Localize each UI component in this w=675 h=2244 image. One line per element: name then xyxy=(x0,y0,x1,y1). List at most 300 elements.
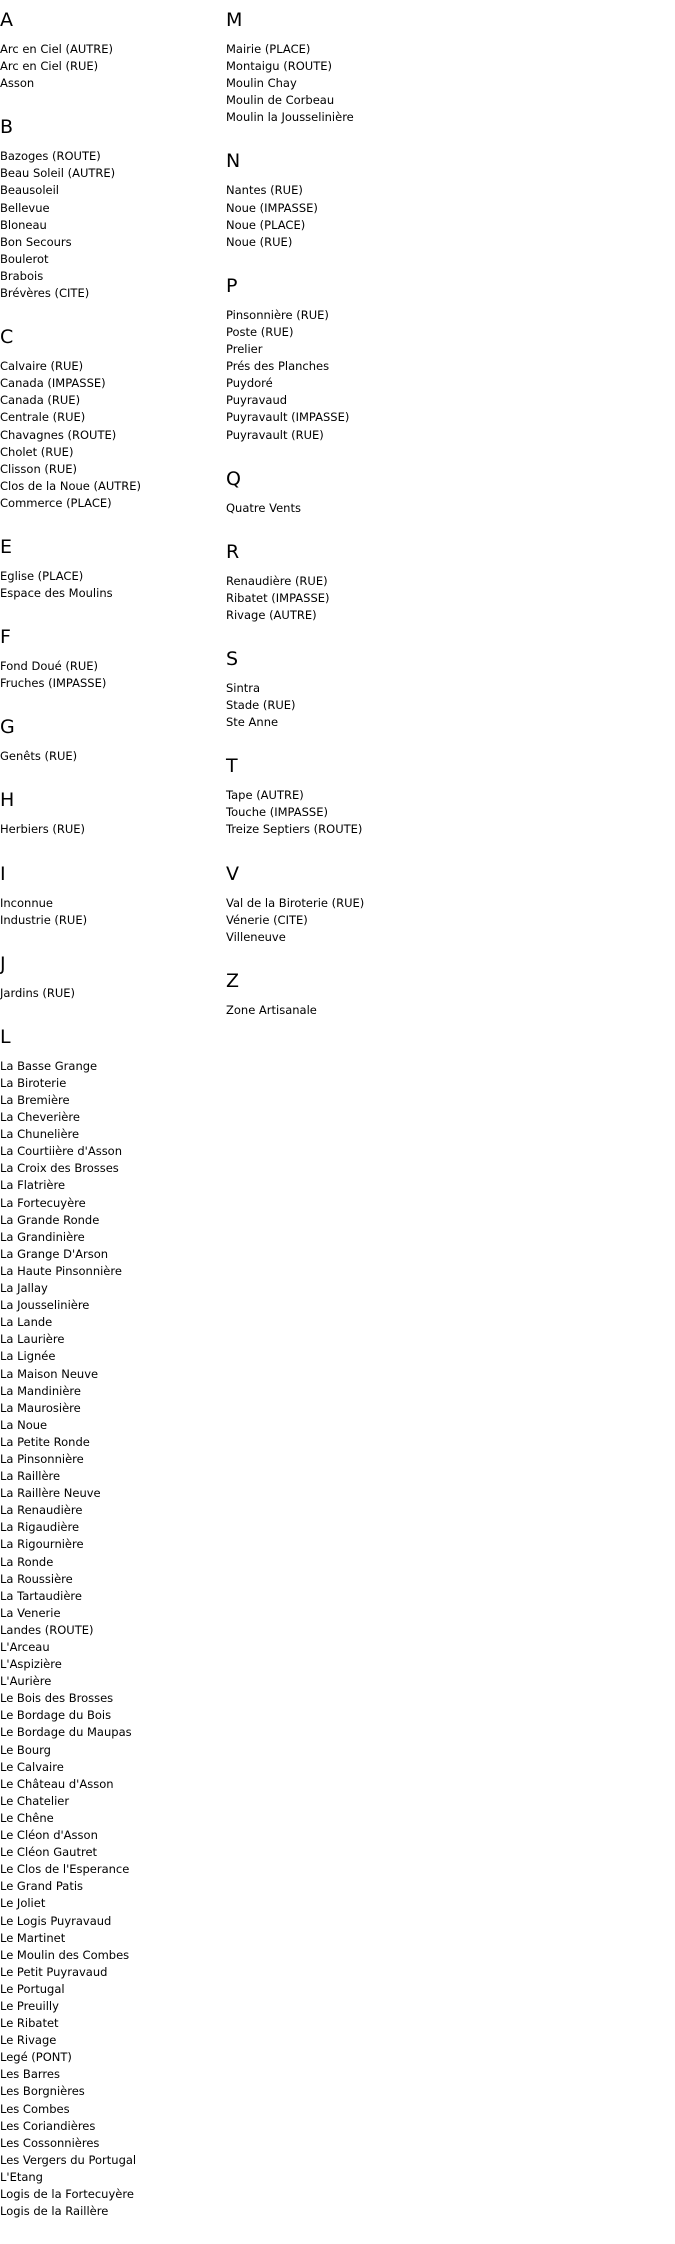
street-list-item xyxy=(0,148,220,165)
street-link[interactable]: Le Portugal xyxy=(0,1981,65,1996)
street-list-item xyxy=(0,358,220,375)
street-list-item xyxy=(0,1605,220,1622)
street-list-item xyxy=(0,1622,220,1639)
street-list-item xyxy=(0,427,220,444)
street-list-item xyxy=(0,1913,220,1930)
street-link[interactable]: Le Chêne xyxy=(0,1810,54,1825)
street-link[interactable]: Renaudière (RUE) xyxy=(226,573,328,588)
street-link[interactable]: Espace des Moulins xyxy=(0,586,113,601)
street-link[interactable]: Boulerot xyxy=(0,251,49,266)
street-list-item xyxy=(0,268,220,285)
street-link[interactable]: Arc en Ciel (RUE) xyxy=(0,59,99,74)
street-link[interactable]: Le Cléon Gautret xyxy=(0,1845,98,1860)
street-list-item xyxy=(0,1793,220,1810)
street-link[interactable]: Les Cossonnières xyxy=(0,2135,100,2150)
street-list-item xyxy=(0,58,220,75)
letter-heading: V xyxy=(226,862,239,885)
letter-heading: S xyxy=(226,647,239,670)
street-link[interactable]: Logis de la Fortecuyère xyxy=(0,2187,134,2201)
street-list-item xyxy=(0,2015,220,2032)
street-list-item xyxy=(0,2186,220,2203)
letter-section-v xyxy=(226,863,666,946)
street-link[interactable]: La Maurosière xyxy=(0,1400,81,1415)
street-link[interactable]: Logis de la Raillère xyxy=(0,2204,109,2219)
letter-heading: E xyxy=(0,535,13,558)
street-link[interactable]: Le Rivage xyxy=(0,2033,57,2048)
street-link[interactable]: Clisson (RUE) xyxy=(0,461,78,476)
street-link[interactable]: Treize Septiers (ROUTE) xyxy=(226,822,363,837)
street-link[interactable]: Canada (RUE) xyxy=(0,393,81,408)
street-list-item xyxy=(0,1229,220,1246)
street-list-item xyxy=(0,1331,220,1348)
street-link[interactable]: Le Clos de l'Esperance xyxy=(0,1862,130,1877)
street-list-item xyxy=(0,409,220,426)
street-link[interactable]: Canada (IMPASSE) xyxy=(0,376,106,391)
street-link[interactable]: Beau Soleil (AUTRE) xyxy=(0,166,116,181)
street-link[interactable]: Le Bordage du Bois xyxy=(0,1708,112,1723)
street-list-item xyxy=(226,895,666,912)
street-link[interactable]: Noue (PLACE) xyxy=(226,217,306,232)
street-list-item xyxy=(0,251,220,268)
street-list-item xyxy=(0,1844,220,1861)
street-list-item xyxy=(0,1878,220,1895)
street-link[interactable]: Puyravault (IMPASSE) xyxy=(226,410,350,425)
street-list-item xyxy=(226,787,666,804)
street-link[interactable]: Arc en Ciel (AUTRE) xyxy=(0,42,114,56)
letter-heading: B xyxy=(0,116,14,139)
street-link[interactable]: Cholet (RUE) xyxy=(0,444,74,459)
street-link[interactable]: Mairie (PLACE) xyxy=(226,42,311,56)
street-list-item xyxy=(0,1383,220,1400)
street-list-item xyxy=(0,1092,220,1109)
street-list-item xyxy=(0,444,220,461)
letter-heading: A xyxy=(0,9,13,31)
street-list-item xyxy=(0,568,220,585)
street-list-item xyxy=(0,495,220,512)
street-list xyxy=(226,307,666,444)
street-list-item xyxy=(0,1109,220,1126)
street-list xyxy=(226,573,666,624)
street-link[interactable]: Sintra xyxy=(226,680,261,695)
street-link[interactable]: Noue (RUE) xyxy=(226,234,293,249)
letter-section-t xyxy=(226,755,666,838)
street-link[interactable]: La Raillère xyxy=(0,1469,61,1484)
street-link[interactable]: Ribatet (IMPASSE) xyxy=(226,590,330,605)
street-link[interactable]: Tape (AUTRE) xyxy=(226,788,304,803)
street-link[interactable]: L'Aurière xyxy=(0,1674,52,1689)
street-index-right-column xyxy=(226,9,666,1043)
street-link[interactable]: Val de la Biroterie (RUE) xyxy=(226,895,365,910)
street-list xyxy=(0,821,220,838)
street-link[interactable]: Le Calvaire xyxy=(0,1759,64,1774)
street-list-item xyxy=(0,2083,220,2100)
street-link[interactable]: Moulin la Jousselinière xyxy=(226,110,354,125)
street-link[interactable]: Villeneuve xyxy=(226,929,286,944)
street-link[interactable]: La Noue xyxy=(0,1417,48,1432)
street-link[interactable]: Touche (IMPASSE) xyxy=(226,805,328,820)
street-link[interactable]: Bazoges (ROUTE) xyxy=(0,149,101,164)
street-link[interactable]: La Ronde xyxy=(0,1554,54,1569)
street-list-item xyxy=(0,234,220,251)
letter-section-m xyxy=(226,9,666,126)
street-link[interactable]: La Biroterie xyxy=(0,1075,67,1090)
street-list xyxy=(226,182,666,250)
street-link[interactable]: Inconnue xyxy=(0,895,53,910)
street-link[interactable]: La Venerie xyxy=(0,1605,61,1620)
street-link[interactable]: Landes (ROUTE) xyxy=(0,1622,94,1637)
letter-section-n xyxy=(226,150,666,250)
street-list-item xyxy=(226,409,666,426)
street-list-item xyxy=(0,217,220,234)
street-link[interactable]: Fond Doué (RUE) xyxy=(0,659,99,674)
street-list-item xyxy=(226,714,666,731)
street-list-item xyxy=(226,75,666,92)
street-link[interactable]: La Chunelière xyxy=(0,1127,80,1142)
street-list-item xyxy=(0,1810,220,1827)
letter-heading: H xyxy=(0,789,15,812)
street-link[interactable]: Centrale (RUE) xyxy=(0,410,86,425)
letter-heading: I xyxy=(0,862,6,885)
street-link[interactable]: La Jallay xyxy=(0,1281,48,1296)
letter-heading: L xyxy=(0,1025,11,1048)
street-list xyxy=(0,748,220,765)
street-list-item xyxy=(0,1776,220,1793)
street-list-item xyxy=(226,41,666,58)
street-list-item xyxy=(226,92,666,109)
street-link[interactable]: La Grandinière xyxy=(0,1229,85,1244)
street-link[interactable]: La Courtiière d'Asson xyxy=(0,1144,123,1159)
street-link[interactable]: Zone Artisanale xyxy=(226,1002,317,1017)
street-list xyxy=(0,148,220,302)
street-link[interactable]: Puyravaud xyxy=(226,393,288,408)
street-list-item xyxy=(0,1571,220,1588)
street-list-item xyxy=(0,165,220,182)
street-list-item xyxy=(0,1058,220,1075)
street-list-item xyxy=(0,1263,220,1280)
street-link[interactable]: Brabois xyxy=(0,268,44,283)
street-list-item xyxy=(226,427,666,444)
street-link[interactable]: Le Logis Puyravaud xyxy=(0,1913,112,1928)
street-list-item xyxy=(0,1502,220,1519)
street-link[interactable]: La Laurière xyxy=(0,1332,65,1347)
street-link[interactable]: La Fortecuyère xyxy=(0,1195,86,1210)
street-link[interactable]: Le Bordage du Maupas xyxy=(0,1725,132,1740)
street-list xyxy=(226,787,666,838)
street-link[interactable]: Le Petit Puyravaud xyxy=(0,1964,108,1979)
street-link[interactable]: Noue (IMPASSE) xyxy=(226,200,318,215)
street-list-item xyxy=(0,2101,220,2118)
street-link[interactable]: Asson xyxy=(0,76,35,91)
street-list-item xyxy=(0,1434,220,1451)
letter-section-h xyxy=(0,789,220,838)
letter-section-l xyxy=(0,1026,220,2220)
street-list-item xyxy=(0,1160,220,1177)
street-link[interactable]: Eglise (PLACE) xyxy=(0,568,84,583)
street-link[interactable]: Poste (RUE) xyxy=(226,324,294,339)
street-link[interactable]: La Rigaudière xyxy=(0,1520,80,1535)
street-list-item xyxy=(0,1212,220,1229)
street-list-item xyxy=(0,895,220,912)
street-link[interactable]: Fruches (IMPASSE) xyxy=(0,676,107,691)
street-link[interactable]: Genêts (RUE) xyxy=(0,749,78,764)
street-list-item xyxy=(0,1348,220,1365)
letter-heading: G xyxy=(0,716,15,739)
street-list-item xyxy=(0,2066,220,2083)
street-list-item xyxy=(0,1998,220,2015)
street-link[interactable]: Bloneau xyxy=(0,217,47,232)
street-link[interactable]: La Bremière xyxy=(0,1093,70,1107)
street-link[interactable]: Le Ribatet xyxy=(0,2016,59,2031)
street-list-item xyxy=(0,1742,220,1759)
street-list-item xyxy=(226,1002,666,1019)
street-list-item xyxy=(0,2118,220,2135)
street-list-item xyxy=(226,375,666,392)
street-link[interactable]: La Jousselinière xyxy=(0,1298,90,1313)
street-list xyxy=(226,500,666,517)
street-list-item xyxy=(0,1690,220,1707)
street-list-item xyxy=(0,2135,220,2152)
street-list-item xyxy=(0,75,220,92)
letter-section-e xyxy=(0,536,220,602)
street-link[interactable]: Calvaire (RUE) xyxy=(0,359,84,374)
street-link[interactable]: La Lignée xyxy=(0,1349,56,1364)
letter-section-s xyxy=(226,648,666,731)
street-link[interactable]: Bon Secours xyxy=(0,234,72,249)
street-list xyxy=(0,358,220,512)
street-link[interactable]: La Croix des Brosses xyxy=(0,1161,119,1176)
street-link[interactable]: Legé (PONT) xyxy=(0,2050,72,2065)
street-link[interactable]: La Tartaudière xyxy=(0,1588,82,1603)
letter-section-g xyxy=(0,716,220,765)
street-link[interactable]: Quatre Vents xyxy=(226,500,301,515)
street-list-item xyxy=(0,1485,220,1502)
street-list-item xyxy=(0,478,220,495)
street-list-item xyxy=(0,1366,220,1383)
street-link[interactable]: La Cheverière xyxy=(0,1110,80,1125)
street-list-item xyxy=(0,392,220,409)
street-list-item xyxy=(0,1280,220,1297)
street-link[interactable]: Herbiers (RUE) xyxy=(0,822,86,837)
street-list-item xyxy=(226,697,666,714)
street-list-item xyxy=(0,1895,220,1912)
street-link[interactable]: Les Vergers du Portugal xyxy=(0,2152,137,2167)
street-list-item xyxy=(226,607,666,624)
street-list-item xyxy=(0,1468,220,1485)
street-list-item xyxy=(226,182,666,199)
letter-section-j xyxy=(0,953,220,1002)
street-link[interactable]: Bellevue xyxy=(0,200,50,215)
street-link[interactable]: La Grande Ronde xyxy=(0,1212,100,1227)
street-link[interactable]: Clos de la Noue (AUTRE) xyxy=(0,478,142,493)
street-link[interactable]: Pinsonnière (RUE) xyxy=(226,307,329,322)
street-list-item xyxy=(0,2032,220,2049)
street-link[interactable]: Industrie (RUE) xyxy=(0,912,88,927)
street-link[interactable]: La Raillère Neuve xyxy=(0,1486,101,1501)
street-list-item xyxy=(226,109,666,126)
street-list-item xyxy=(0,1930,220,1947)
letter-heading: R xyxy=(226,540,240,563)
street-link[interactable]: Le Chatelier xyxy=(0,1793,70,1808)
street-list-item xyxy=(0,1981,220,1998)
letter-heading: J xyxy=(0,952,6,975)
street-link[interactable]: La Lande xyxy=(0,1315,53,1330)
street-link[interactable]: Beausoleil xyxy=(0,183,59,198)
street-list-item xyxy=(0,200,220,217)
street-link[interactable]: Puyravault (RUE) xyxy=(226,427,324,442)
street-list-item xyxy=(226,573,666,590)
street-link[interactable]: Vénerie (CITE) xyxy=(226,912,308,927)
street-link[interactable]: La Mandinière xyxy=(0,1383,81,1398)
letter-section-r xyxy=(226,541,666,624)
street-index-left-column xyxy=(0,9,220,2244)
street-link[interactable]: Le Grand Patis xyxy=(0,1879,84,1894)
street-link[interactable]: Montaigu (ROUTE) xyxy=(226,59,332,74)
street-link[interactable]: Jardins (RUE) xyxy=(0,985,76,1000)
street-link[interactable]: L'Arceau xyxy=(0,1640,50,1654)
street-link[interactable]: Le Bourg xyxy=(0,1742,51,1757)
street-link[interactable]: La Basse Grange xyxy=(0,1058,98,1073)
street-link[interactable]: Le Moulin des Combes xyxy=(0,1947,130,1962)
street-list-item xyxy=(0,985,220,1002)
street-list-item xyxy=(0,1861,220,1878)
street-list-item xyxy=(226,341,666,358)
letter-heading: Z xyxy=(226,969,240,992)
street-list-item xyxy=(226,680,666,697)
street-link[interactable]: Puydoré xyxy=(226,376,273,391)
street-link[interactable]: Ste Anne xyxy=(226,715,279,730)
street-list-item xyxy=(0,1075,220,1092)
street-link[interactable]: Les Combes xyxy=(0,2101,70,2116)
street-link[interactable]: La Grange D'Arson xyxy=(0,1246,109,1261)
letter-heading: C xyxy=(0,326,14,349)
street-link[interactable]: Le Château d'Asson xyxy=(0,1776,114,1791)
street-link[interactable]: La Roussière xyxy=(0,1571,73,1586)
street-list-item xyxy=(0,1143,220,1160)
street-link[interactable]: La Pinsonnière xyxy=(0,1451,84,1466)
street-list-item xyxy=(0,1656,220,1673)
street-list-item xyxy=(0,1759,220,1776)
letter-section-f xyxy=(0,626,220,692)
street-list xyxy=(0,658,220,692)
street-list-item xyxy=(226,234,666,251)
street-list-item xyxy=(0,1417,220,1434)
street-list-item xyxy=(0,1400,220,1417)
letter-section-b xyxy=(0,116,220,302)
street-link[interactable]: Les Borgnières xyxy=(0,2084,85,2099)
street-list-item xyxy=(0,658,220,675)
street-link[interactable]: Le Cléon d'Asson xyxy=(0,1828,98,1843)
street-link[interactable]: Le Preuilly xyxy=(0,1998,59,2013)
street-list-item xyxy=(0,2169,220,2186)
street-link[interactable]: Le Joliet xyxy=(0,1896,46,1911)
letter-section-z xyxy=(226,970,666,1019)
letter-heading: F xyxy=(0,626,11,649)
street-list-item xyxy=(0,1827,220,1844)
letter-section-p xyxy=(226,275,666,444)
street-list xyxy=(226,1002,666,1019)
street-list-item xyxy=(0,1519,220,1536)
street-list-item xyxy=(226,307,666,324)
street-list-item xyxy=(0,1964,220,1981)
street-link[interactable]: Rivage (AUTRE) xyxy=(226,607,317,622)
street-link[interactable]: Stade (RUE) xyxy=(226,698,296,713)
street-link[interactable]: La Maison Neuve xyxy=(0,1366,99,1381)
street-list xyxy=(0,895,220,929)
street-link[interactable]: Brévères (CITE) xyxy=(0,286,90,301)
street-list-item xyxy=(226,324,666,341)
street-list-item xyxy=(0,1554,220,1571)
street-list-item xyxy=(0,821,220,838)
street-list xyxy=(226,41,666,126)
street-list-item xyxy=(226,929,666,946)
street-list-item xyxy=(0,1297,220,1314)
street-link[interactable]: L'Aspizière xyxy=(0,1657,62,1672)
street-list xyxy=(226,895,666,946)
street-link[interactable]: La Renaudière xyxy=(0,1503,83,1518)
street-list-item xyxy=(226,590,666,607)
street-list-item xyxy=(0,585,220,602)
letter-heading: P xyxy=(226,274,238,297)
street-list-item xyxy=(0,2203,220,2220)
street-link[interactable]: La Haute Pinsonnière xyxy=(0,1263,122,1278)
street-link[interactable]: La Flatrière xyxy=(0,1178,66,1193)
letter-section-i xyxy=(0,863,220,929)
street-list-item xyxy=(0,748,220,765)
street-link[interactable]: Le Bois des Brosses xyxy=(0,1691,114,1706)
street-list-item xyxy=(0,2152,220,2169)
street-link[interactable]: Le Martinet xyxy=(0,1930,66,1945)
street-list xyxy=(0,985,220,1002)
letter-heading: Q xyxy=(226,467,241,490)
street-list-item xyxy=(226,821,666,838)
street-list xyxy=(0,568,220,602)
street-link[interactable]: La Petite Ronde xyxy=(0,1434,90,1449)
street-list-item xyxy=(0,1588,220,1605)
street-link[interactable]: Prelier xyxy=(226,342,263,357)
street-list-item xyxy=(226,217,666,234)
street-list-item xyxy=(0,182,220,199)
street-link[interactable]: Les Coriandières xyxy=(0,2118,96,2133)
street-link[interactable]: Les Barres xyxy=(0,2067,60,2082)
letter-section-a xyxy=(0,9,220,92)
street-link[interactable]: Moulin Chay xyxy=(226,76,297,91)
street-link[interactable]: Nantes (RUE) xyxy=(226,183,303,198)
street-list-item xyxy=(0,1177,220,1194)
street-list-item xyxy=(0,461,220,478)
street-link[interactable]: La Rigournière xyxy=(0,1537,84,1552)
street-list-item xyxy=(0,1673,220,1690)
street-list-item xyxy=(0,1126,220,1143)
street-list-item xyxy=(0,1724,220,1741)
letter-heading: M xyxy=(226,9,243,31)
letter-section-c xyxy=(0,326,220,512)
street-link[interactable]: Prés des Planches xyxy=(226,359,330,374)
street-list-item xyxy=(0,675,220,692)
letter-heading: N xyxy=(226,150,241,173)
street-list-item xyxy=(226,912,666,929)
street-link[interactable]: Chavagnes (ROUTE) xyxy=(0,427,117,442)
street-list-item xyxy=(0,1947,220,1964)
street-list-item xyxy=(226,500,666,517)
street-link[interactable]: Moulin de Corbeau xyxy=(226,93,335,108)
street-link[interactable]: L'Etang xyxy=(0,2169,43,2184)
street-link[interactable]: Commerce (PLACE) xyxy=(0,495,112,510)
street-list xyxy=(0,41,220,92)
letter-heading: T xyxy=(226,755,238,778)
letter-section-q xyxy=(226,468,666,517)
street-list-item xyxy=(0,2049,220,2066)
street-list xyxy=(226,680,666,731)
